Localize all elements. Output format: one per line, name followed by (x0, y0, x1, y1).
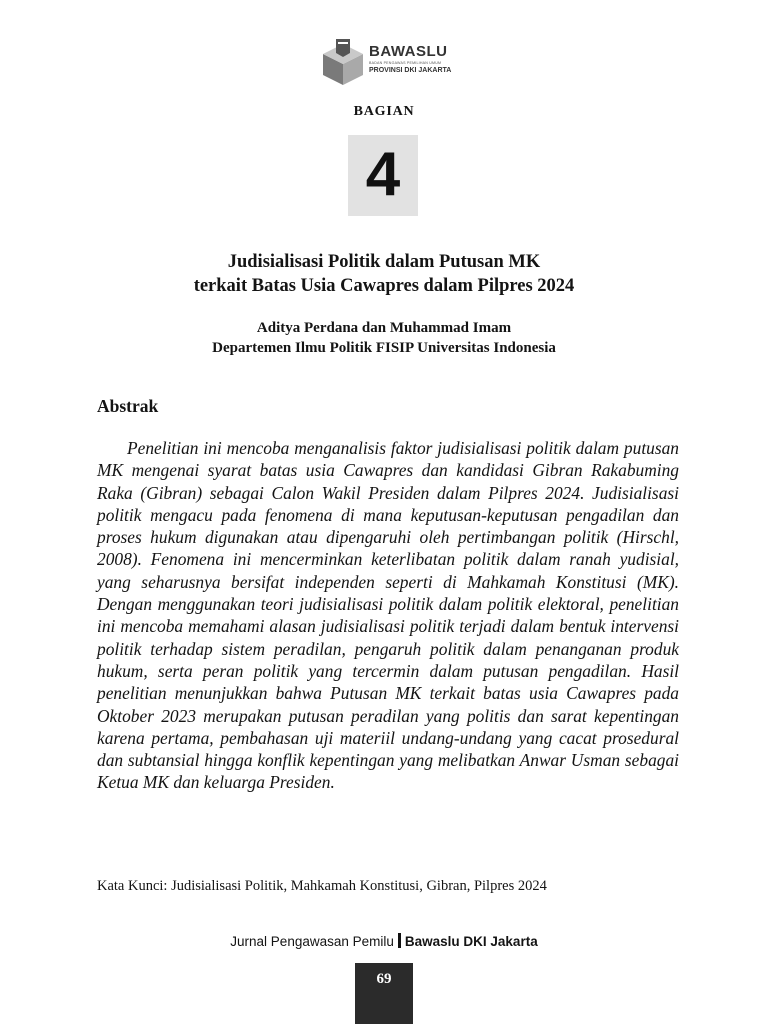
abstract-body: Penelitian ini mencoba menganalisis faktor judisialisasi politik dalam putusan MK mengenai syarat batas usia Cawapres dan kandidasi Gibran Rakabuming Raka (Gibran) sebagai Calon Wakil Presiden dalam Pilpres 2024. Judisialisasi politik mengacu pada fenomena di mana keputusan-keputusan pengadilan dan proses hukum digunakan atau dipengaruhi oleh pertimbangan politik (Hirschl, 2008). Fenomena ini mencerminkan keterlibatan politik dalam ranah yudisial, yang seharusnya bersifat independen seperti di Mahkamah Konstitusi (MK). Dengan menggunakan teori judisialisasi politik dalam politik elektoral, penelitian ini mencoba memahami alasan judisialisasi politik terjadi dalam bentuk intervensi politik terhadap sistem peradilan, pengaruh politik dalam penanganan produk hukum, serta peran politik yang tercermin dalam putusan pengadilan. Hasil penelitian menunjukkan bahwa Putusan MK terkait batas usia Cawapres pada Oktober 2023 merupakan putusan peradilan yang politis dan sarat kepentingan karena pertama, pembahasan uji materiil undang-undang yang cacat prosedural dan subtansial hingga konflik kepentingan yang melibatkan Anwar Usman sebagai Ketua MK dan keluarga Presiden. (97, 438, 679, 793)
footer-separator (398, 933, 401, 948)
title-line-2: terkait Batas Usia Cawapres dalam Pilpres 2024 (193, 276, 575, 296)
running-footer (0, 933, 768, 951)
bawaslu-logo (321, 38, 451, 86)
logo-name: BAWASLU (369, 43, 448, 60)
section-label: BAGIAN (353, 104, 415, 119)
title-line-1: Judisialisasi Politik dalam Putusan MK (227, 252, 541, 272)
logo-region: PROVINSI DKI JAKARTA (369, 67, 452, 74)
ballot-box-icon (321, 38, 365, 86)
article-title (0, 250, 768, 298)
section-number-box (348, 135, 418, 216)
footer-journal: Jurnal Pengawasan Pemilu (230, 934, 394, 949)
page-number: 69 (376, 971, 392, 987)
logo-subtitle: BADAN PENGAWAS PEMILIHAN UMUM (369, 61, 442, 65)
author-affiliation: Departemen Ilmu Politik FISIP Universitas Indonesia (212, 340, 556, 356)
keywords: Kata Kunci: Judisialisasi Politik, Mahkamah Konstitusi, Gibran, Pilpres 2024 (97, 878, 547, 894)
footer-org: Bawaslu DKI Jakarta (404, 934, 538, 949)
author-block (0, 318, 768, 358)
author-names: Aditya Perdana dan Muhammad Imam (256, 320, 512, 336)
section-number: 4 (365, 140, 401, 209)
page-number-box (355, 963, 413, 1024)
abstract-heading: Abstrak (97, 396, 159, 416)
